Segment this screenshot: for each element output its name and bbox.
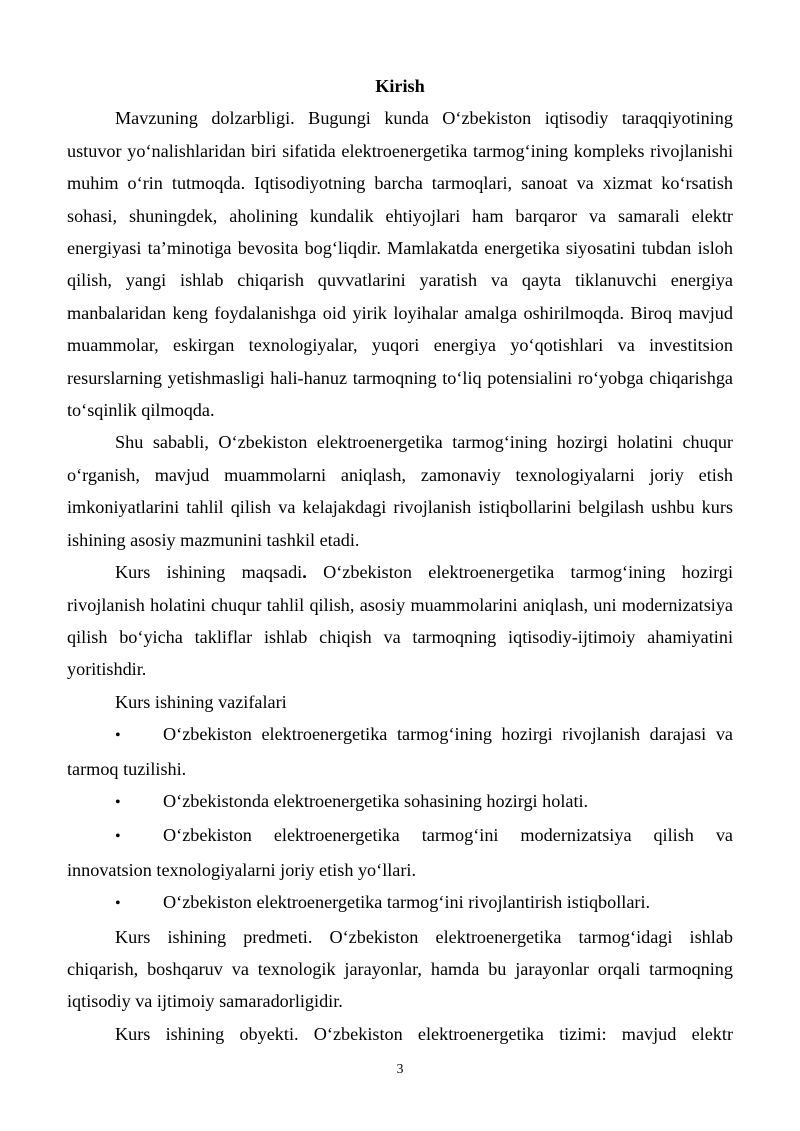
task-item bbox=[67, 718, 733, 785]
paragraph-object: Kurs ishining obyekti. O‘zbekiston elektroenergetika tizimi: mavjud elektr bbox=[115, 1023, 733, 1044]
task-text: O‘zbekiston elektroenergetika tarmog‘ini modernizatsiya qilish va innovatsion texnologiyalarni joriy etish yo‘llari. bbox=[67, 825, 733, 880]
task-text: O‘zbekiston elektroenergetika tarmog‘ining hozirgi rivojlanish darajasi va tarmoq tuzilishi. bbox=[67, 724, 733, 779]
task-item bbox=[67, 819, 733, 886]
goal-lead: Kurs ishining maqsadi bbox=[115, 562, 303, 583]
page-number: 3 bbox=[396, 1062, 404, 1077]
task-item bbox=[67, 785, 733, 819]
goal-text: O‘zbekiston elektroenergetika tarmog‘ining hozirgi rivojlanish holatini chuqur tahlil qilish, asosiy muammolarini aniqlash, uni modernizatsiya qilish bo‘yicha takliflar ishlab chiqish va tarmoqning iqtisodiy-ijtimoiy ahamiyatini yoritishdir. bbox=[67, 562, 733, 680]
bullet-icon: • bbox=[115, 727, 121, 745]
bullet-icon: • bbox=[115, 793, 121, 811]
paragraph-subject: Kurs ishining predmeti. O‘zbekiston elektroenergetika tarmog‘idagi ishlab chiqarish, boshqaruv va texnologik jarayonlar, hamda bu jarayonlar orqali tarmoqning iqtisodiy va ijtimoiy samaradorligidir. bbox=[67, 926, 733, 1012]
paragraph-reason: Shu sababli, O‘zbekiston elektroenergetika tarmog‘ining hozirgi holatini chuqur o‘rganish, mavjud muammolarni aniqlash, zamonaviy texnologiyalarni joriy etish imkoniyatlarini tahlil qilish va kelajakdagi rivojlanish istiqbollarini belgilash ushbu kurs ishining asosiy mazmunini tashkil etadi. bbox=[67, 432, 733, 550]
document-page bbox=[67, 70, 733, 1050]
task-item bbox=[67, 886, 733, 920]
task-text: O‘zbekistonda elektroenergetika sohasining hozirgi holati. bbox=[163, 790, 589, 811]
task-text: O‘zbekiston elektroenergetika tarmog‘ini rivojlantirish istiqbollari. bbox=[163, 892, 651, 913]
tasks-heading: Kurs ishining vazifalari bbox=[115, 691, 287, 712]
bullet-icon: • bbox=[115, 828, 121, 846]
paragraph-relevance: Mavzuning dolzarbligi. Bugungi kunda O‘zbekiston iqtisodiy taraqqiyotining ustuvor yo‘nalishlaridan biri sifatida elektroenergetika tarmog‘ining kompleks rivojlanishi muhim o‘rin tutmoqda. Iqtisodiyotning barcha tarmoqlari, sanoat va xizmat ko‘rsatish sohasi, shuningdek, aholining kundalik ehtiyojlari ham barqaror va samarali elektr energiyasi ta’minotiga bevosita bog‘liqdir. Mamlakatda energetika siyosatini tubdan isloh qilish, yangi ishlab chiqarish quvvatlarini yaratish va qayta tiklanuvchi energiya manbalaridan keng foydalanishga oid yirik loyihalar amalga oshirilmoqda. Biroq mavjud muammolar, eskirgan texnologiyalar, yuqori energiya yo‘qotishlari va investitsion resurslarning yetishmasligi hali-hanuz tarmoqning to‘liq potensialini ro‘yobga chiqarishga to‘sqinlik qilmoqda. bbox=[67, 108, 733, 421]
goal-dot: . bbox=[302, 562, 307, 583]
paragraph-goal bbox=[67, 556, 733, 686]
section-title: Kirish bbox=[375, 76, 425, 96]
bullet-icon: • bbox=[115, 895, 121, 913]
